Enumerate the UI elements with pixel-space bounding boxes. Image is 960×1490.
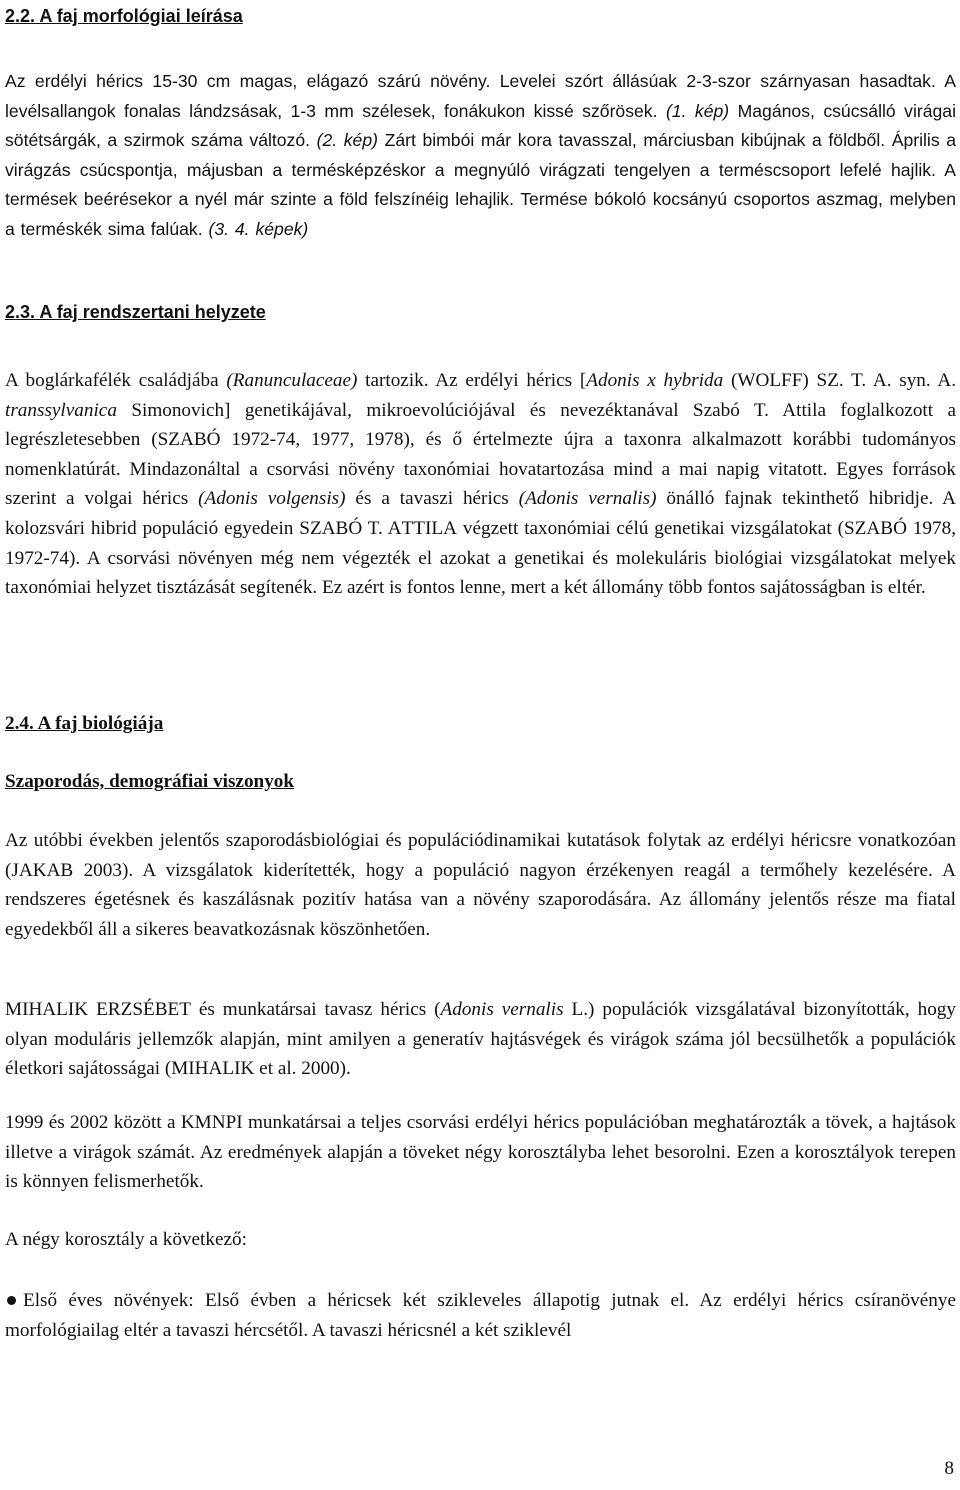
morphology-paragraph: Az erdélyi hérics 15-30 cm magas, elágazó szárú növény. Levelei szórt állásúak 2-3-szor szárnyasan hasadtak. A levélsallangok fonalas lándzsásak, 1-3 mm szélesek, fonákukon kissé szőrösek. (1. kép) Magános, csúcsálló virágai sötétsárgák, a szirmok száma változó. (2. kép) Zárt bimbói már kora tavasszal, márciusban kibújnak a földből. Április a virágzás csúcspontja, májusban a termésképzéskor a megnyúló virágzati tengelyen a terméscsoport lefelé hajlik. A termések beérésekor a nyél már szinte a föld felszínéig lehajlik. Termése bókoló kocsányú csoportos aszmag, melyben a terméskék sima falúak. (3. 4. képek) xyxy=(5,71,957,239)
bullet-icon xyxy=(7,1296,16,1305)
mihalik-paragraph: MIHALIK ERZSÉBET és munkatársai tavasz hérics (Adonis vernalis L.) populációk vizsgálatával bizonyították, hogy olyan moduláris jellemzők alapján, mint amilyen a generatív hajtásvégek és virágok száma jól becsülhetők a populációk életkori sajátosságai (MIHALIK et al. 2000). xyxy=(5,999,956,1080)
kmnpi-paragraph: 1999 és 2002 között a KMNPI munkatársai a teljes csorvási erdélyi hérics populációban meghatározták a tövek, a hajtások illetve a virágok számát. Az eredmények alapján a töveket négy korosztályba lehet besorolni. Ezen a korosztályok terepen is könnyen felismerhetők. xyxy=(5,1112,956,1193)
section-heading-2-2: 2.2. A faj morfológiai leírása xyxy=(5,6,243,26)
demography-paragraph: Az utóbbi években jelentős szaporodásbiológiai és populációdinamikai kutatások folytak az erdélyi héricsre vonatkozóan (JAKAB 2003). A vizsgálatok kiderítették, hogy a populáció nagyon érzékenyen reagál a termőhely kezelésére. A rendszeres égetésnek és kaszálásnak pozitív hatása van a növény szaporodására. Az állomány jelentős része ma fiatal egyedekből áll a sikeres beavatkozásnak köszönhetően. xyxy=(5,830,956,940)
taxonomy-paragraph: A boglárkafélék családjába (Ranunculaceae) tartozik. Az erdélyi hérics [Adonis x hybrida (WOLFF) SZ. T. A. syn. A. transsylvanica Simonovich] genetikájával, mikroevolúciójával és nevezéktanával Szabó T. Attila foglalkozott a legrészletesebben (SZABÓ 1972-74, 1977, 1978), és ő értelmezte újra a taxonra alkalmazott korábbi tudományos nomenklatúrát. Mindazonáltal a csorvási növény taxonómiai hovatartozása mind a mai napig vitatott. Egyes források szerint a volgai hérics (Adonis volgensis) és a tavaszi hérics (Adonis vernalis) önálló fajnak tekinthető hibridje. A kolozsvári hibrid populáció egyedein SZABÓ T. ATTILA végzett taxonómiai célú genetikai vizsgálatokat (SZABÓ 1978, 1972-74). A csorvási növényen még nem végezték el azokat a genetikai és molekuláris biológiai vizsgálatokat melyek taxonómiai helyzet tisztázását segítenék. Ez azért is fontos lenne, mert a két állomány több fontos sajátosságban is eltér. xyxy=(5,370,957,599)
subsection-heading-reproduction: Szaporodás, demográfiai viszonyok xyxy=(5,771,295,792)
bullet-list-item: Első éves növények: Első évben a héricsek két szikleveles állapotig jutnak el. Az erdélyi hérics csíranövénye morfológiailag eltér a tavaszi hércsétől. A tavaszi héricsnél a két sziklevél xyxy=(5,1290,956,1341)
section-heading-2-4: 2.4. A faj biológiája xyxy=(5,713,164,734)
page-number: 8 xyxy=(944,1458,954,1479)
age-class-intro: A négy korosztály a következő: xyxy=(5,1229,247,1250)
section-heading-2-3: 2.3. A faj rendszertani helyzete xyxy=(5,302,266,322)
